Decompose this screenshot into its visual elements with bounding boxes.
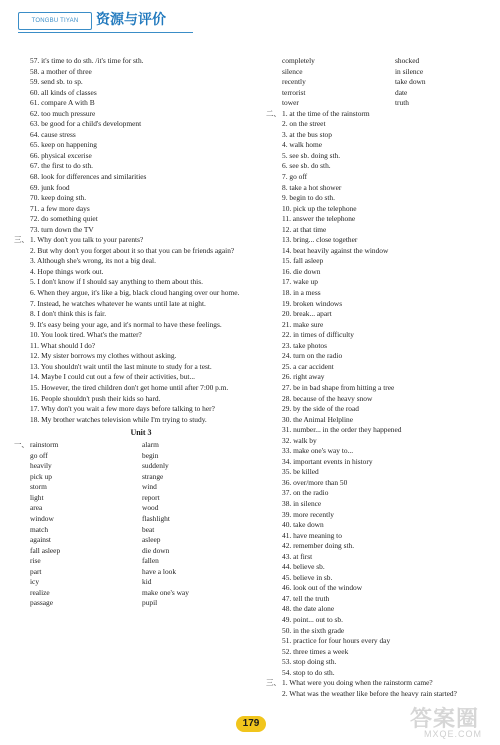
sentence-list xyxy=(30,235,252,425)
phrase-item: 40. take down xyxy=(282,520,324,530)
phrase-item: 31. number... in the order they happened xyxy=(282,425,402,435)
phrase-item: 9. begin to do sth. xyxy=(282,193,335,203)
sentence-item: 13. You shouldn't wait until the last minute to study for a test. xyxy=(30,361,212,371)
phrase-item: 26. right away xyxy=(282,372,325,382)
sentence-item: 2. But why don't you forget about it so that you can be friends again? xyxy=(30,245,235,255)
phrase-item: 71. a few more days xyxy=(30,203,90,213)
vocabulary-word: pick up xyxy=(30,471,52,481)
phrase-item: 2. on the street xyxy=(282,119,326,129)
phrase-item: 24. turn on the radio xyxy=(282,351,343,361)
sentence-item: 10. You look tired. What's the matter? xyxy=(30,330,142,340)
phrase-item: 4. walk home xyxy=(282,140,323,150)
phrase-item: 12. at that time xyxy=(282,224,327,234)
sentence-item: 17. Why don't you wait a few more days before talking to her? xyxy=(30,404,215,414)
vocabulary-grid xyxy=(30,440,252,609)
vocabulary-word: passage xyxy=(30,598,53,608)
phrase-item: 15. fall asleep xyxy=(282,256,324,266)
phrase-item: 58. a mother of three xyxy=(30,66,92,76)
brand-badge: TONGBU TIYAN xyxy=(18,12,92,30)
vocabulary-word: kid xyxy=(142,577,152,587)
section-1-vocabulary xyxy=(14,440,252,609)
phrase-item: 44. believe sb. xyxy=(282,562,325,572)
vocabulary-word: wood xyxy=(142,503,159,513)
vocabulary-word: terrorist xyxy=(282,87,306,97)
phrase-item: 46. look out of the window xyxy=(282,583,363,593)
vocabulary-word: heavily xyxy=(30,461,52,471)
vocabulary-word: wind xyxy=(142,482,157,492)
sentence-item: 3. Although she's wrong, its not a big deal. xyxy=(30,256,156,266)
phrase-item: 61. compare A with B xyxy=(30,98,95,108)
sentence-list xyxy=(282,678,472,699)
sentence-item: 11. What should I do? xyxy=(30,340,96,350)
phrase-item: 51. practice for four hours every day xyxy=(282,636,391,646)
phrase-item: 33. make one's way to... xyxy=(282,446,354,456)
phrase-item: 5. see sb. doing sth. xyxy=(282,150,341,160)
vocabulary-word: flashlight xyxy=(142,513,170,523)
vocabulary-word: pupil xyxy=(142,598,158,608)
sentence-item: 8. I don't think this is fair. xyxy=(30,309,107,319)
vocabulary-word: tower xyxy=(282,98,299,108)
header-rule xyxy=(18,32,193,33)
vocabulary-word: fall asleep xyxy=(30,545,61,555)
vocabulary-word: window xyxy=(30,513,54,523)
phrase-item: 49. point... out to sb. xyxy=(282,614,343,624)
vocabulary-word: fallen xyxy=(142,556,159,566)
vocabulary-word: completely xyxy=(282,56,315,65)
phrase-item: 52. three times a week xyxy=(282,646,349,656)
phrase-item: 70. keep doing sth. xyxy=(30,193,87,203)
watermark-logo xyxy=(410,702,494,742)
phrase-item: 27. be in bad shape from hitting a tree xyxy=(282,382,395,392)
phrase-item: 43. at first xyxy=(282,551,313,561)
vocabulary-word: take down xyxy=(395,77,426,87)
sentence-item: 18. My brother watches television while I'm trying to study. xyxy=(30,414,207,424)
left-column xyxy=(14,56,252,609)
phrase-item: 23. take photos xyxy=(282,340,327,350)
sentence-item: 2. What was the weather like before the heavy rain started? xyxy=(282,688,457,698)
sentence-item: 4. Hope things work out. xyxy=(30,266,104,276)
phrase-item: 1. at the time of the rainstorm xyxy=(282,108,370,118)
phrase-item: 53. stop doing sth. xyxy=(282,657,337,667)
phrase-item: 39. more recently xyxy=(282,509,334,519)
phrase-item: 62. too much pressure xyxy=(30,108,96,118)
phrase-item: 19. broken windows xyxy=(282,298,343,308)
vocabulary-word: storm xyxy=(30,482,47,492)
phrase-item: 69. junk food xyxy=(30,182,70,192)
phrase-item: 41. have meaning to xyxy=(282,530,342,540)
vocabulary-word: shocked xyxy=(395,56,420,65)
vocabulary-word: make one's way xyxy=(142,587,189,597)
vocabulary-word: in silence xyxy=(395,66,424,76)
vocabulary-word: area xyxy=(30,503,43,513)
vocabulary-word: report xyxy=(142,492,160,502)
vocabulary-word: light xyxy=(30,492,44,502)
vocabulary-column xyxy=(282,56,395,109)
vocabulary-word: have a look xyxy=(142,566,177,576)
phrase-item: 50. in the sixth grade xyxy=(282,625,345,635)
phrase-item: 29. by the side of the road xyxy=(282,404,359,414)
vocabulary-word: alarm xyxy=(142,440,159,450)
phrase-item: 37. on the radio xyxy=(282,488,329,498)
vocabulary-word: rise xyxy=(30,556,41,566)
phrase-item: 63. be good for a child's development xyxy=(30,119,142,129)
phrase-item: 59. send sb. to sp. xyxy=(30,77,83,87)
phrase-item: 18. in a mess xyxy=(282,288,321,298)
sentence-item: 6. When they argue, it's like a big, black cloud hanging over our home. xyxy=(30,288,240,298)
vocabulary-word: silence xyxy=(282,66,303,76)
phrase-item: 66. physical excerise xyxy=(30,150,92,160)
sentence-item: 12. My sister borrows my clothes without asking. xyxy=(30,351,177,361)
phrase-item: 11. answer the telephone xyxy=(282,214,356,224)
phrase-item: 8. take a hot shower xyxy=(282,182,342,192)
phrase-item: 21. make sure xyxy=(282,319,324,329)
phrase-item: 22. in times of difficulty xyxy=(282,330,354,340)
watermark-url: MXQE.COM xyxy=(424,729,483,739)
phrase-item: 14. beat heavily against the window xyxy=(282,245,389,255)
unit-title: Unit 3 xyxy=(130,428,152,438)
vocabulary-word: asleep xyxy=(142,535,161,545)
vocabulary-word: recently xyxy=(282,77,306,87)
section-3-sentences xyxy=(266,678,472,699)
vocabulary-word: begin xyxy=(142,450,159,460)
phrase-item: 16. die down xyxy=(282,266,321,276)
phrase-item: 72. do something quiet xyxy=(30,214,98,224)
vocabulary-word: die down xyxy=(142,545,170,555)
phrase-item: 34. important events in history xyxy=(282,456,373,466)
phrase-item: 25. a car accident xyxy=(282,361,334,371)
phrase-item: 65. keep on happening xyxy=(30,140,97,150)
phrase-item: 17. wake up xyxy=(282,277,318,287)
section-number: 三、 xyxy=(266,678,281,688)
phrase-item: 28. because of the heavy snow xyxy=(282,393,373,403)
phrase-item: 35. be killed xyxy=(282,467,319,477)
sentence-item: 7. Instead, he watches whatever he wants until late at night. xyxy=(30,298,206,308)
phrase-item: 67. the first to do sth. xyxy=(30,161,94,171)
vocabulary-word: match xyxy=(30,524,49,534)
phrase-item: 3. at the bus stop xyxy=(282,129,332,139)
phrase-list-continued xyxy=(30,56,252,235)
right-column xyxy=(266,56,472,699)
section-number: 三、 xyxy=(14,235,29,245)
phrase-item: 48. the date alone xyxy=(282,604,335,614)
phrase-item: 30. the Animal Helpline xyxy=(282,414,354,424)
brand-title: 资源与评价 xyxy=(96,12,166,28)
sentence-item: 16. People shouldn't push their kids so hard. xyxy=(30,393,161,403)
vocabulary-grid-continued xyxy=(282,56,472,109)
page-header xyxy=(18,9,318,35)
phrase-item: 60. all kinds of classes xyxy=(30,87,97,97)
phrase-item: 10. pick up the telephone xyxy=(282,203,357,213)
page-number: 179 xyxy=(236,716,266,732)
vocabulary-word: realize xyxy=(30,587,50,597)
sentence-item: 9. It's easy being your age, and it's normal to have these feelings. xyxy=(30,319,222,329)
phrase-item: 7. go off xyxy=(282,172,308,182)
phrase-item: 45. believe in sb. xyxy=(282,572,333,582)
vocabulary-word: date xyxy=(395,87,408,97)
phrase-item: 54. stop to do sth. xyxy=(282,667,335,677)
phrase-list xyxy=(282,109,472,679)
section-3-sentences xyxy=(14,235,252,425)
phrase-item: 20. break... apart xyxy=(282,309,332,319)
phrase-item: 73. turn down the TV xyxy=(30,224,94,234)
phrase-item: 36. over/more than 50 xyxy=(282,477,348,487)
sentence-item: 15. However, the tired children don't get home until after 7:00 p.m. xyxy=(30,382,229,392)
phrase-item: 64. cause stress xyxy=(30,129,76,139)
vocabulary-word: part xyxy=(30,566,42,576)
section-2-phrases xyxy=(266,108,472,679)
vocabulary-word: against xyxy=(30,535,51,545)
vocabulary-word: go off xyxy=(30,450,48,460)
section-number: 一、 xyxy=(14,440,29,450)
watermark-text: 答案圈 xyxy=(410,707,480,732)
phrase-item: 6. see sb. do sth. xyxy=(282,161,331,171)
vocabulary-word: strange xyxy=(142,471,164,481)
phrase-item: 47. tell the truth xyxy=(282,593,330,603)
phrase-item: 68. look for differences and similarities xyxy=(30,172,147,182)
section-number: 二、 xyxy=(266,108,281,118)
vocabulary-word: truth xyxy=(395,98,409,108)
phrase-item: 57. it's time to do sth. /it's time for sth. xyxy=(30,56,144,65)
phrase-item: 13. bring... close together xyxy=(282,235,358,245)
phrase-item: 42. remember doing sth. xyxy=(282,541,355,551)
sentence-item: 1. Why don't you talk to your parents? xyxy=(30,235,144,245)
vocabulary-word: rainstorm xyxy=(30,440,59,450)
vocabulary-word: beat xyxy=(142,524,155,534)
vocabulary-word: icy xyxy=(30,577,40,587)
phrase-item: 32. walk by xyxy=(282,435,317,445)
sentence-item: 1. What were you doing when the rainstorm came? xyxy=(282,678,433,688)
sentence-item: 14. Maybe I could cut out a few of their activities, but... xyxy=(30,372,196,382)
vocabulary-word: suddenly xyxy=(142,461,169,471)
sentence-item: 5. I don't know if I should say anything to them about this. xyxy=(30,277,203,287)
vocabulary-column xyxy=(142,440,252,609)
vocabulary-column xyxy=(395,56,472,109)
vocabulary-column xyxy=(30,440,142,609)
phrase-item: 38. in silence xyxy=(282,498,322,508)
